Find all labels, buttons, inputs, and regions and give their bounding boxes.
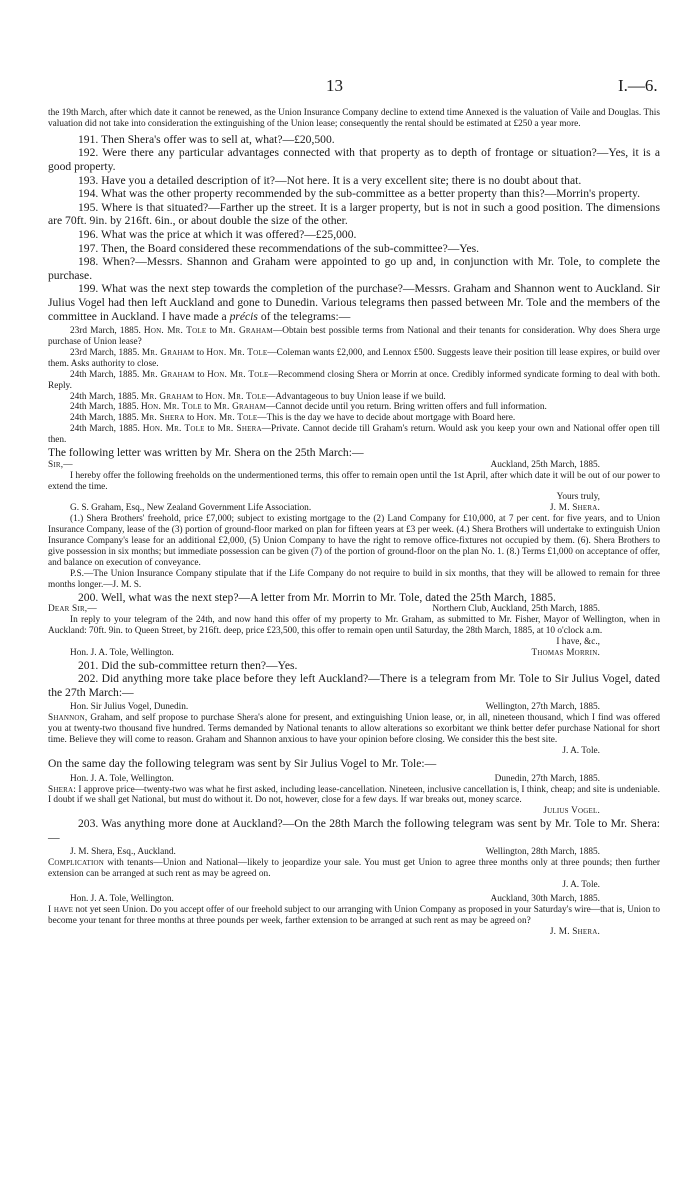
telegram-item: 23rd March, 1885. Mr. Graham to Hon. Mr. Tole—Coleman wants £2,000, and Lennox £500. Suggests leave their position till lease expires, or build over them. Asks authority to close. [48,347,661,369]
telegram-to-tole [48,774,660,818]
question-195: 195. Where is that situated?—Farther up the street. It is a larger property, but is not in such a good position. The dimensions are 70ft. 9in. by 216ft. 6in., or about double the size of the other. [48,200,660,228]
question-196: 196. What was the price at which it was offered?—£25,000. [78,227,357,241]
telegram-recipient: J. M. Shera, Esq., Auckland. [70,847,176,858]
page-number: 13 [326,76,343,95]
letter-place-date: Auckland, 25th March, 1885. [490,459,600,470]
telegram-recipient: Hon. Sir Julius Vogel, Dunedin. [70,702,189,713]
question-199-tail: of the telegrams:— [257,309,351,323]
question-193: 193. Have you a detailed description of it?—Not here. It is a very excellent site; there is no doubt about that. [78,173,582,187]
question-192: 192. Were there any particular advantages connected with that property as to depth of frontage or situation?—Yes, it is a good property. [48,146,660,173]
telegram-place-date: Dunedin, 27th March, 1885. [494,773,600,784]
telegram-list [48,326,660,446]
document-reference: I.—6. [618,76,658,95]
telegram-place-date: Auckland, 30th March, 1885. [490,894,600,905]
telegram-body: Complication with tenants—Union and National—likely to jeopardize your sale. You must get Union to agree three months only at three pounds; then further extension can be arranged at such rent as may be agreed on. [48,858,660,880]
telegram-to-vogel [48,702,660,757]
telegram-recipient: Hon. J. A. Tole, Wellington. [70,894,174,905]
question-200: 200. Well, what was the next step?—A letter from Mr. Morrin to Mr. Tole, dated the 25th March, 1885. [78,590,556,604]
letter-closing: Yours truly, [556,492,600,503]
telegram-item: 24th March, 1885. Hon. Mr. Tole to Mr. Shera—Private. Cannot decide till Graham's return. Would ask you keep your own and National offer open till then. [48,424,661,446]
question-202: 202. Did anything more take place before they left Auckland?—There is a telegram from Mr. Tole to Sir Julius Vogel, dated the 27th March:— [48,672,660,699]
precis-italic: précis [229,309,258,323]
page-header [0,76,700,96]
telegram-signature: Julius Vogel. [543,806,600,817]
letter-salutation: Dear Sir,— [48,604,97,615]
letter-terms: (1.) Shera Brothers' freehold, price £7,000; subject to existing mortgage to the (2) Land Company for £10,000, at 7 per cent. for five years, and to Union Insurance Company, lease of the (3) portion of ground-floor marked on plan for fifteen years at £3 per week. (4.) Shera Brothers will undertake to extinguish Union Insurance Company's lease for an additional £2,000, (5) Union Company to have the right to remove office-fixtures not occupied by them. (6). Shera Brothers to give possession in six months; but immediate possession can be given (7) of the portion of ground-floor on the plan No. 1. (8.) Terms £1,000 on acceptance of offer, and balance on execution of conveyance. [48,514,660,568]
telegram-recipient: Hon. J. A. Tole, Wellington. [70,773,174,784]
morrin-letter [48,604,660,659]
document-body [48,108,660,938]
telegram-body: I have not yet seen Union. Do you accept offer of our freehold subject to our arranging with Union Company as proposed in your Saturday's wire—that is, Union to become your tenant for three months at three pounds per week, farther extension to be arranged at such rent as may be agreed on? [48,904,660,926]
question-191: 191. Then Shera's offer was to sell at, what?—£20,500. [78,132,335,146]
telegram-body: Shannon, Graham, and self propose to purchase Shera's alone for present, and extinguishing Union lease, or, in all, nineteen thousand, which I find was offered you at twenty-two thousand five hundred. Terms demanded by National tenants to allow alterations so exorbitant we think better defer purchase National for short time. Believe they will come to reason. Graham and Shannon anxious to have your opinion before closing. We consider this the best site. [48,713,660,746]
question-198: 198. When?—Messrs. Shannon and Graham were appointed to go up and, in conjunction with Mr. Tole, to complete the purchase. [48,255,660,282]
shera-letter [48,460,660,591]
question-199-text: 199. What was the next step towards the completion of the purchase?—Messrs. Graham and Shannon went to Auckland. Sir Julius Vogel had then left Auckland and gone to Dunedin. Various telegrams then passed between Mr. Tole and the members of the committee in Auckland. I have made a [48,282,660,323]
telegram-item: 24th March, 1885. Mr. Graham to Hon. Mr. Tole—Recommend closing Shera or Morrin at once. Credibly informed syndicate forming to deal with both. Reply. [48,369,661,391]
telegram-item: 24th March, 1885. Mr. Shera to Hon. Mr. Tole—This is the day we have to decide about mortgage with Board here. [70,413,516,424]
letter-postscript: P.S.—The Union Insurance Company stipulate that if the Life Company do not require to build in six months, that they will be allowed to remain for three months longer.—J. M. S. [48,568,660,590]
letter-closing: I have, &c., [556,636,600,647]
telegram-item: 23rd March, 1885. Hon. Mr. Tole to Mr. Graham—Obtain best possible terms from National and their tenants for consideration. Why does Shera urge purchase of Union lease? [48,326,660,348]
question-203: 203. Was anything more done at Auckland?—On the 28th March the following telegram was sent by Mr. Tole to Mr. Shera:— [48,817,660,844]
question-199 [48,282,660,323]
telegram-signature: J. A. Tole. [562,746,600,757]
telegram-place-date: Wellington, 28th March, 1885. [485,847,600,858]
letter-body: I hereby offer the following freeholds on the undermentioned terms, this offer to remain open until the 1st April, after which date it will be out of our power to extend the time. [48,470,660,492]
letter-addressee: G. S. Graham, Esq., New Zealand Government Life Association. [70,503,312,514]
telegram-item: 24th March, 1885. Mr. Graham to Hon. Mr. Tole—Advantageous to buy Union lease if we build. [70,391,446,402]
letter-signature: J. M. Shera. [549,503,600,514]
letter-place-date: Northern Club, Auckland, 25th March, 1885. [432,604,600,615]
telegram-to-shera [48,847,660,891]
vogel-intro: On the same day the following telegram was sent by Sir Julius Vogel to Mr. Tole:— [48,757,437,770]
question-194: 194. What was the other property recommended by the sub-committee as a better property than this?—Morrin's property. [78,187,640,201]
letter-salutation: Sir,— [48,459,73,470]
letter-body: In reply to your telegram of the 24th, and now hand this offer of my property to Mr. Graham, as submitted to Mr. Fisher, Mayor of Wellington, when in Auckland: 70ft. 9in. to Queen Street, by 216ft. deep, price £23,500, this offer to remain open until Saturday, the 28th March, 1885, at 10 o'clock a.m. [48,615,660,636]
telegram-item: 24th March, 1885. Hon. Mr. Tole to Mr. Graham—Cannot decide until you return. Bring written offers and full information. [70,402,547,413]
letter-intro: The following letter was written by Mr. Shera on the 25th March:— [48,446,364,460]
paragraph-top: the 19th March, after which date it cannot be renewed, as the Union Insurance Company decline to extend time Annexed is the valuation of Vaile and Douglas. This valuation did not take into consideration the extinguishing of the Union lease; consequently the rental should be estimated at £250 a year more. [48,108,660,129]
question-201: 201. Did the sub-committee return then?—Yes. [78,658,298,672]
telegram-reply [48,894,660,938]
telegram-signature: J. M. Shera. [549,926,600,937]
telegram-place-date: Wellington, 27th March, 1885. [485,702,600,713]
question-197: 197. Then, the Board considered these recommendations of the sub-committee?—Yes. [78,241,480,255]
telegram-signature: J. A. Tole. [562,880,600,891]
telegram-body: Shera: I approve price—twenty-two was what he first asked, including lease-cancellation. Nineteen, inclusive cancellation is, I think, cheap; and site is undeniable. I doubt if we shall get National, but must do without it. Do not, however, close for a few days. If war breaks out, money scarce. [48,784,660,806]
letter-addressee: Hon. J. A. Tole, Wellington. [70,647,174,658]
letter-signature: Thomas Morrin. [531,647,600,658]
